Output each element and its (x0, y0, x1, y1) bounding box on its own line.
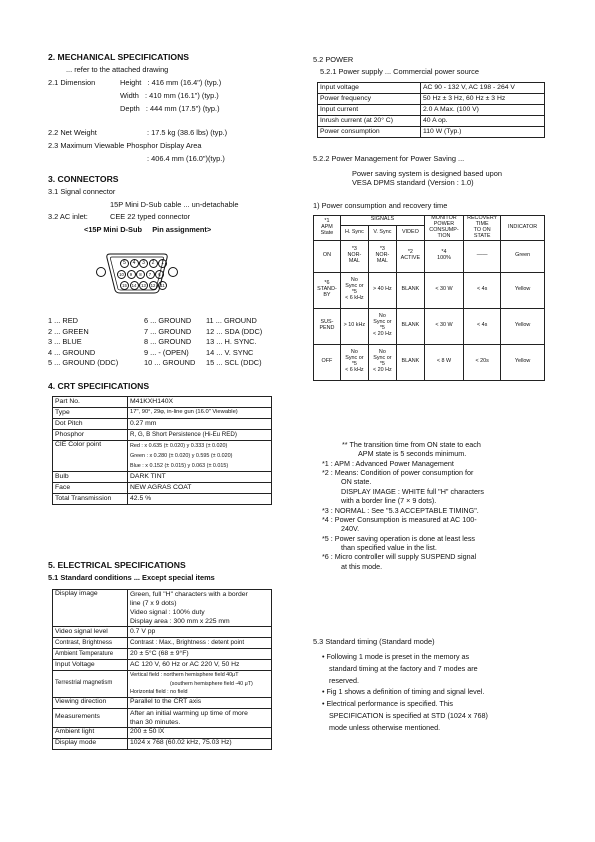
pin-15: 15 (120, 281, 129, 290)
terrestrial-line: Horizontal field : no field (130, 689, 188, 695)
pin-assignment: 3 ... BLUE (48, 337, 82, 347)
bullet-line: • Fig 1 shows a definition of timing and signal level. (322, 687, 485, 697)
table-row (318, 105, 545, 116)
pin-list-col3 (206, 316, 262, 369)
power-supply-sub: 5.2.1 Power supply ... Commercial power source (320, 67, 479, 76)
table-cell: Part No. (53, 397, 128, 408)
note-line: *5 : Power saving operation is done at least less (322, 533, 476, 543)
pin-6: 6 (155, 270, 164, 279)
crt-title: 4. CRT SPECIFICATIONS (48, 381, 150, 391)
table-cell: Display mode (53, 738, 128, 749)
table-cell: DARK TINT (128, 472, 272, 483)
standard-timing-bullets (322, 651, 547, 734)
signal-connector-value: 15P Mini D-Sub cable ... un-detachable (110, 200, 239, 209)
table-cell: Terrestrial magnetism (53, 671, 128, 698)
depth-value: Depth : 444 mm (17.5") (typ.) (120, 104, 220, 113)
weight-value: : 17.5 kg (38.6 lbs) (typ.) (147, 128, 228, 137)
note-line: DISPLAY IMAGE : WHITE full "H" characters (341, 486, 485, 496)
pin-13: 13 (139, 281, 148, 290)
pin-2: 2 (149, 259, 158, 268)
pin-assignment: 7 ... GROUND (144, 326, 192, 336)
table-row (53, 738, 272, 749)
table-cell: Input current (318, 105, 421, 116)
table-row (318, 127, 545, 138)
height-value: Height : 416 mm (16.4") (typ.) (120, 78, 222, 87)
terrestrial-line: Vertical field : northern hemisphere field 40μT (130, 672, 239, 678)
table-row (53, 727, 272, 738)
pin-assignment: 8 ... GROUND (144, 337, 192, 347)
pin-11: 11 (158, 281, 167, 290)
bullet-line: SPECIFICATION is specified at STD (1024 x 768) (329, 710, 488, 720)
table-row (314, 216, 545, 226)
measurement-line: than 30 minutes. (130, 718, 181, 726)
pin-assignment: 12 ... SDA (DDC) (206, 326, 263, 336)
table-cell: Viewing direction (53, 697, 128, 708)
table-cell: MONITOR POWER CONSUMP- TION (424, 216, 463, 241)
connectors-title: 3. CONNECTORS (48, 174, 119, 184)
pin-list-col1 (48, 316, 118, 369)
table-cell: 110 W (Typ.) (421, 127, 545, 138)
table-cell: No Sync or *5 < 20 Hz (368, 344, 396, 380)
table-cell: Total Transmission (53, 494, 128, 505)
table-cell: Dot Pitch (53, 419, 128, 430)
pin-row-top (120, 259, 167, 268)
table-cell: Ambient light (53, 727, 128, 738)
note-line: at this mode. (341, 561, 383, 571)
table-cell: SUS- PEND (314, 308, 341, 344)
note-line: *4 : Power Consumption is measured at AC 100- (322, 514, 477, 524)
table-cell: Parallel to the CRT axis (128, 697, 272, 708)
note-line: *2 : Means: Condition of power consumption for (322, 468, 474, 478)
table-cell: 2.0 A Max. (100 V) (421, 105, 545, 116)
table-cell: 40 A op. (421, 116, 545, 127)
note-line: ** The transition time from ON state to each (342, 440, 481, 449)
mech-intro: ... refer to the attached drawing (66, 65, 169, 74)
measurement-line: After an initial warming up time of more (130, 709, 248, 717)
crt-spec-table (52, 396, 272, 505)
ac-inlet-label: 3.2 AC inlet: (48, 212, 88, 221)
bullet-line: reserved. (329, 675, 359, 685)
table-cell (128, 671, 272, 698)
table-cell: *2 ACTIVE (396, 240, 424, 272)
note-line: *6 : Micro controller will supply SUSPEND signal (322, 552, 477, 562)
table-cell: No Sync or *5 < 6 kHz (340, 272, 368, 308)
table-cell: Blue : x 0.152 (± 0.015) y 0.063 (± 0.015) (128, 461, 272, 472)
table-cell: Contrast, Brightness (53, 638, 128, 649)
table-row (53, 627, 272, 638)
dimension-label: 2.1 Dimension (48, 78, 96, 87)
pin-12: 12 (149, 281, 158, 290)
table-cell: *6 STAND- BY (314, 272, 341, 308)
weight-label: 2.2 Net Weight (48, 128, 97, 137)
table-cell: BLANK (396, 344, 424, 380)
note-line: 240V. (341, 524, 360, 534)
standard-timing-title: 5.3 Standard timing (Standard mode) (313, 637, 435, 646)
table-row (53, 472, 272, 483)
note-line: than specified value in the list. (341, 542, 437, 552)
table-cell: AC 120 V, 60 Hz or AC 220 V, 50 Hz (128, 660, 272, 671)
table-cell (128, 708, 272, 727)
table-cell: Input voltage (318, 83, 421, 94)
display-image-line: line (7 x 9 dots) (130, 600, 177, 607)
note-line: with a border line (7 × 9 dots). (341, 496, 437, 506)
table-cell: R, G, B Short Persistence (Hi-Eu RED) (128, 430, 272, 441)
pin-assignment: 4 ... GROUND (48, 347, 96, 357)
display-image-line: Green, full "H" characters with a border (130, 591, 248, 598)
table-cell: BLANK (396, 308, 424, 344)
display-image-line: Display area : 300 mm x 225 mm (130, 618, 230, 625)
table-cell: Yellow (501, 344, 545, 380)
dpms-table (313, 215, 545, 381)
table-cell: Green : x 0.280 (± 0.020) y 0.595 (± 0.020) (128, 451, 272, 461)
mech-title: 2. MECHANICAL SPECIFICATIONS (48, 52, 190, 62)
table-cell: 50 Hz ± 3 Hz, 60 Hz ± 3 Hz (421, 94, 545, 105)
table-row (318, 83, 545, 94)
table-cell: Yellow (501, 272, 545, 308)
table-cell: AC 90 - 132 V, AC 198 - 264 V (421, 83, 545, 94)
table-row (314, 272, 545, 308)
table-cell: VIDEO (396, 225, 424, 240)
pin-9: 9 (127, 270, 136, 279)
table-cell: Input Voltage (53, 660, 128, 671)
table-cell: 200 ± 50 lX (128, 727, 272, 738)
pin-assignment: 10 ... GROUND (144, 358, 196, 368)
table-cell: Video signal level (53, 627, 128, 638)
table-row (53, 638, 272, 649)
dpms-table-title: 1) Power consumption and recovery time (313, 201, 448, 210)
bullet-line: • Following 1 mode is preset in the memory as (322, 652, 470, 661)
pin-7: 7 (146, 270, 155, 279)
table-cell: < 8 W (424, 344, 463, 380)
table-cell: Power consumption (318, 127, 421, 138)
pin-assignment: 1 ... RED (48, 316, 78, 325)
power-management-title: 5.2.2 Power Management for Power Saving ... (313, 154, 465, 163)
dpms-notes (322, 440, 547, 571)
note-line: APM state is 5 seconds minimum. (358, 449, 467, 459)
bullet-line: mode unless otherwise mentioned. (329, 722, 441, 732)
pin-assignment: 5 ... GROUND (DDC) (48, 358, 119, 368)
text-line: Power saving system is designed based upon (352, 169, 502, 178)
table-cell: *3 NOR- MAL (340, 240, 368, 272)
table-cell: 0.27 mm (128, 419, 272, 430)
table-cell: Yellow (501, 308, 545, 344)
table-cell: NEW AGRAS COAT (128, 483, 272, 494)
table-cell: Inrush current (at 20° C) (318, 116, 421, 127)
table-row (53, 708, 272, 727)
pin-row-bottom (120, 281, 167, 290)
pin-assignment: 6 ... GROUND (144, 316, 192, 325)
electrical-title: 5. ELECTRICAL SPECIFICATIONS (48, 560, 186, 570)
standard-conditions: 5.1 Standard conditions ... Except special items (48, 573, 215, 582)
pin-row-middle (117, 270, 164, 279)
table-row (318, 94, 545, 105)
pin-assignment: 15 ... SCL (DDC) (206, 358, 262, 368)
table-cell: Green (501, 240, 545, 272)
table-row (314, 308, 545, 344)
pin-1: 1 (158, 259, 167, 268)
table-cell: > 10 kHz (340, 308, 368, 344)
pin-assignment: 14 ... V. SYNC (206, 347, 254, 357)
pin-5: 5 (120, 259, 129, 268)
table-cell: CIE Color point (53, 441, 128, 472)
display-image-line: Video signal : 100% duty (130, 609, 205, 616)
power-supply-table (317, 82, 545, 138)
table-cell: < 30 W (424, 308, 463, 344)
table-cell: Phosphor (53, 430, 128, 441)
table-cell: RECOVERY TIME TO ON STATE (464, 216, 501, 241)
pin-10: 10 (117, 270, 126, 279)
table-row (53, 697, 272, 708)
table-cell: BLANK (396, 272, 424, 308)
table-row (53, 419, 272, 430)
pin-assignment: 9 ... - (OPEN) (144, 347, 189, 357)
table-cell: No Sync or *5 < 20 Hz (368, 308, 396, 344)
pin-assignment: 11 ... GROUND (206, 316, 257, 325)
table-row (314, 344, 545, 380)
pin-header: <15P Mini D-Sub Pin assignment> (84, 225, 212, 234)
note-line: *3 : NORMAL : See "5.3 ACCEPTABLE TIMING". (322, 505, 479, 515)
table-cell: No Sync or *5 < 6 kHz (340, 344, 368, 380)
table-row (53, 397, 272, 408)
table-cell: —— (464, 240, 501, 272)
text-line: VESA DPMS standard (Version : 1.0) (352, 178, 474, 188)
table-cell: 0.7 V pp (128, 627, 272, 638)
pin-list-col2 (144, 316, 195, 369)
table-cell: < 4s (464, 308, 501, 344)
table-cell: Type (53, 408, 128, 419)
terrestrial-line: (southern hemisphere field -40 μT) (170, 680, 253, 687)
table-row (53, 671, 272, 698)
table-cell: < 20s (464, 344, 501, 380)
table-cell: V. Sync (368, 225, 396, 240)
signal-connector-label: 3.1 Signal connector (48, 187, 116, 196)
table-row (53, 660, 272, 671)
table-cell: ON (314, 240, 341, 272)
viewable-value: : 406.4 mm (16.0")(typ.) (147, 154, 225, 163)
table-row (53, 430, 272, 441)
table-row (53, 408, 272, 419)
table-cell: H. Sync (340, 225, 368, 240)
table-cell: > 40 Hz (368, 272, 396, 308)
table-row (53, 649, 272, 660)
viewable-label: 2.3 Maximum Viewable Phosphor Display Area (48, 141, 202, 150)
table-cell: *1 APM State (314, 216, 341, 241)
pin-assignment: 2 ... GREEN (48, 326, 89, 336)
table-row (53, 441, 272, 452)
table-cell: SIGNALS (340, 216, 424, 226)
table-cell (128, 590, 272, 627)
table-cell: INDICATOR (501, 216, 545, 241)
note-line: *1 : APM : Advanced Power Management (322, 458, 454, 468)
table-row (314, 240, 545, 272)
table-cell: < 4s (464, 272, 501, 308)
table-cell: Contrast : Max., Brightness : detent point (128, 638, 272, 649)
table-cell: Face (53, 483, 128, 494)
pin-4: 4 (130, 259, 139, 268)
table-cell: M41KXH140X (128, 397, 272, 408)
table-cell: 17", 90°, 29φ, in-line gun (16.0" Viewable) (128, 408, 272, 419)
table-cell: *4 100% (424, 240, 463, 272)
bullet-line: • Electrical performance is specified. This (322, 699, 454, 709)
pin-14: 14 (130, 281, 139, 290)
pin-8: 8 (136, 270, 145, 279)
table-cell: Bulb (53, 472, 128, 483)
table-cell: *3 NOR- MAL (368, 240, 396, 272)
ac-inlet-value: CEE 22 typed connector (110, 212, 191, 221)
table-cell: < 30 W (424, 272, 463, 308)
table-row (318, 116, 545, 127)
table-cell: Power frequency (318, 94, 421, 105)
note-line: ON state. (341, 477, 372, 487)
table-row (53, 483, 272, 494)
table-cell: Display image (53, 590, 128, 627)
table-cell: 20 ± 5°C (68 ± 9°F) (128, 649, 272, 660)
table-cell: Red : x 0.635 (± 0.020) y 0.333 (± 0.020) (128, 441, 272, 452)
bullet-line: standard timing at the factory and 7 modes are (329, 663, 478, 673)
pin-assignment: 13 ... H. SYNC. (206, 337, 257, 347)
dsub-connector-diagram (95, 246, 179, 298)
width-value: Width : 410 mm (16.1") (typ.) (120, 91, 219, 100)
table-row (53, 494, 272, 505)
power-management-text (352, 169, 502, 188)
table-row (53, 590, 272, 627)
table-cell: OFF (314, 344, 341, 380)
table-cell: Measurements (53, 708, 128, 727)
table-cell: 42.5 % (128, 494, 272, 505)
electrical-spec-table (52, 589, 272, 750)
table-cell: Ambient Temperature (53, 649, 128, 660)
pin-3: 3 (139, 259, 148, 268)
power-title: 5.2 POWER (313, 55, 354, 64)
table-cell: 1024 x 768 (60.02 kHz, 75.03 Hz) (128, 738, 272, 749)
